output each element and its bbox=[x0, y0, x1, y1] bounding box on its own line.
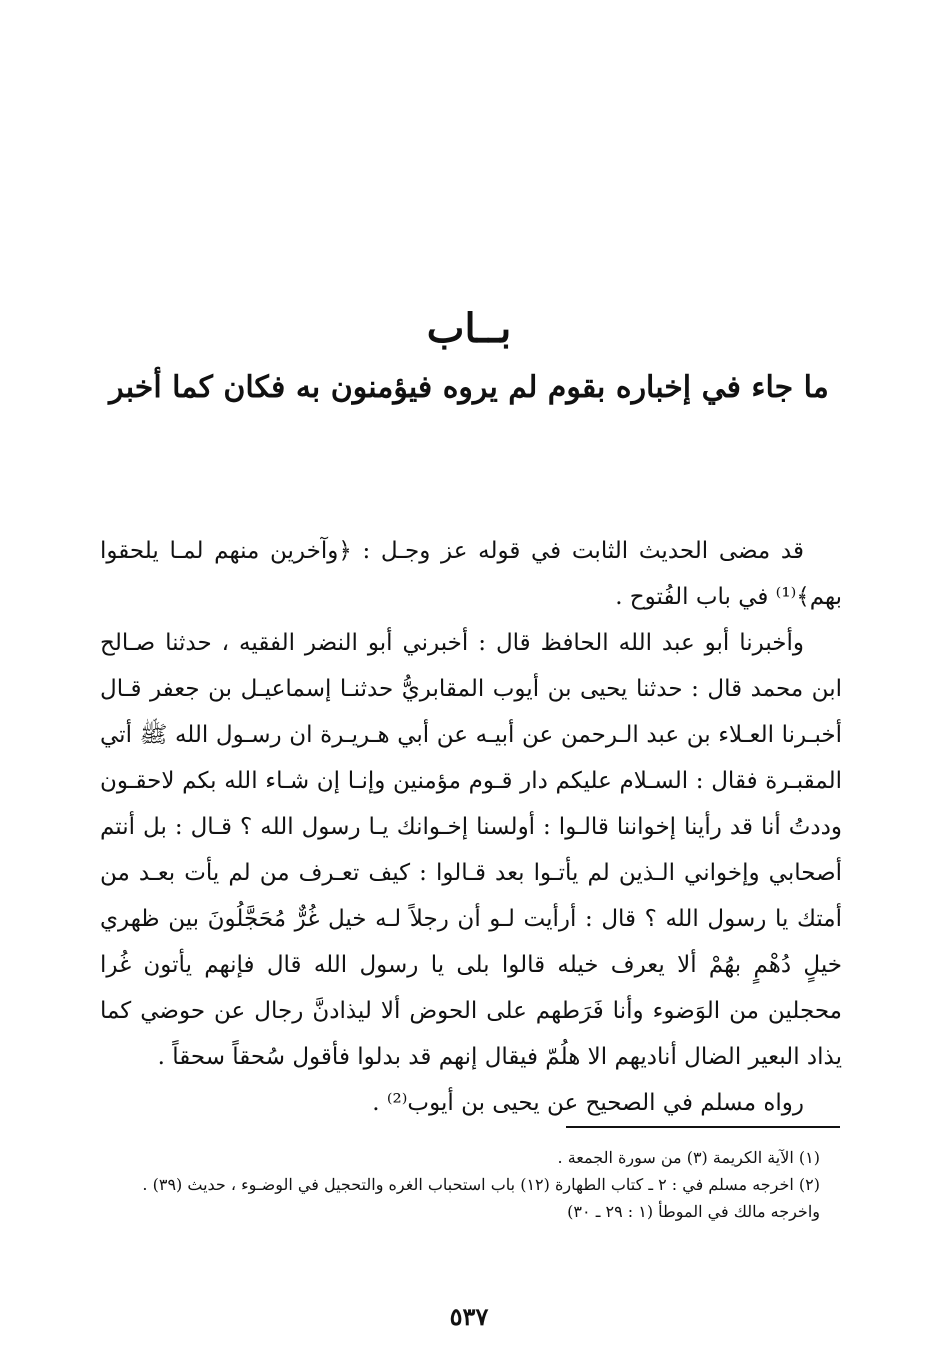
paragraph-intro: قد مضى الحديث الثابت في قوله عز وجـل : ﴿وآخرين منهم لمـا يلحقوا بهم﴾⁽¹⁾ في باب الفُتوح . bbox=[100, 538, 842, 610]
footnote-divider bbox=[566, 1126, 840, 1128]
footnote-1: (١) الآية الكريمة (٣) من سورة الجمعة . bbox=[557, 1148, 820, 1167]
chapter-heading: بــاب bbox=[426, 305, 512, 352]
footnote-2: (٢) اخرجه مسلم في : ٢ ـ كتاب الطهارة (١٢) باب استحباب الغره والتحجيل في الوضـوء ، حديث (٣٩) . bbox=[142, 1175, 820, 1194]
main-text bbox=[100, 528, 842, 1126]
paragraph-narration: رواه مسلم في الصحيح عن يحيى بن أيوب⁽²⁾ . bbox=[372, 1090, 804, 1116]
paragraph-hadith: وأخبرنا أبو عبد الله الحافظ قال : أخبرني أبو النضر الفقيه ، حدثنا صـالح ابن محمد قال : حدثنا يحيى بن أيوب المقابريُّ حدثنـا إسماعيـل بن جعفر قـال أخبـرنا العـلاء بن عبد الـرحمن عن أبيـه عن أبي هـريـرة ان رسـول الله ﷺ أتي المقبـرة فقال : السـلام عليكم دار قـوم مؤمنين وإنـا إن شـاء الله بكم لاحقـون وددتُ أنا قد رأينا إخواننا قالـوا : أولسنا إخـوانك يـا رسول الله ؟ قـال : بل أنتم أصحابي وإخواني الـذين لم يأتـوا بعد قـالوا : كيف تعـرف من لم يأت بعـد من أمتك يا رسول الله ؟ قال : أرأيت لـو أن رجلاً لـه خيل غُرٌّ مُحَجَّلُونَ بين ظهري خيلٍ دُهْمٍ بهُمْ ألا يعرف خيله قالوا بلى يا رسول الله قال فإنهم يأتون غُرا محجلين من الوَضوء وأنا فَرَطهم على الحوض ألا ليذادنَّ رجال عن حوضي كما يذاد البعير الضال أناديهم الا هلُمّ فيقال إنهم قد بدلوا فأقول سُحقاً سحقاً . bbox=[100, 630, 842, 1070]
chapter-subheading: ما جاء في إخباره بقوم لم يروه فيؤمنون به فكان كما أخبر bbox=[109, 370, 829, 405]
footnote-2-continued: واخرجه مالك في الموطأ (١ : ٢٩ ـ ٣٠) bbox=[567, 1202, 820, 1221]
page-number: ٥٣٧ bbox=[449, 1302, 489, 1331]
footnotes bbox=[98, 1144, 820, 1225]
